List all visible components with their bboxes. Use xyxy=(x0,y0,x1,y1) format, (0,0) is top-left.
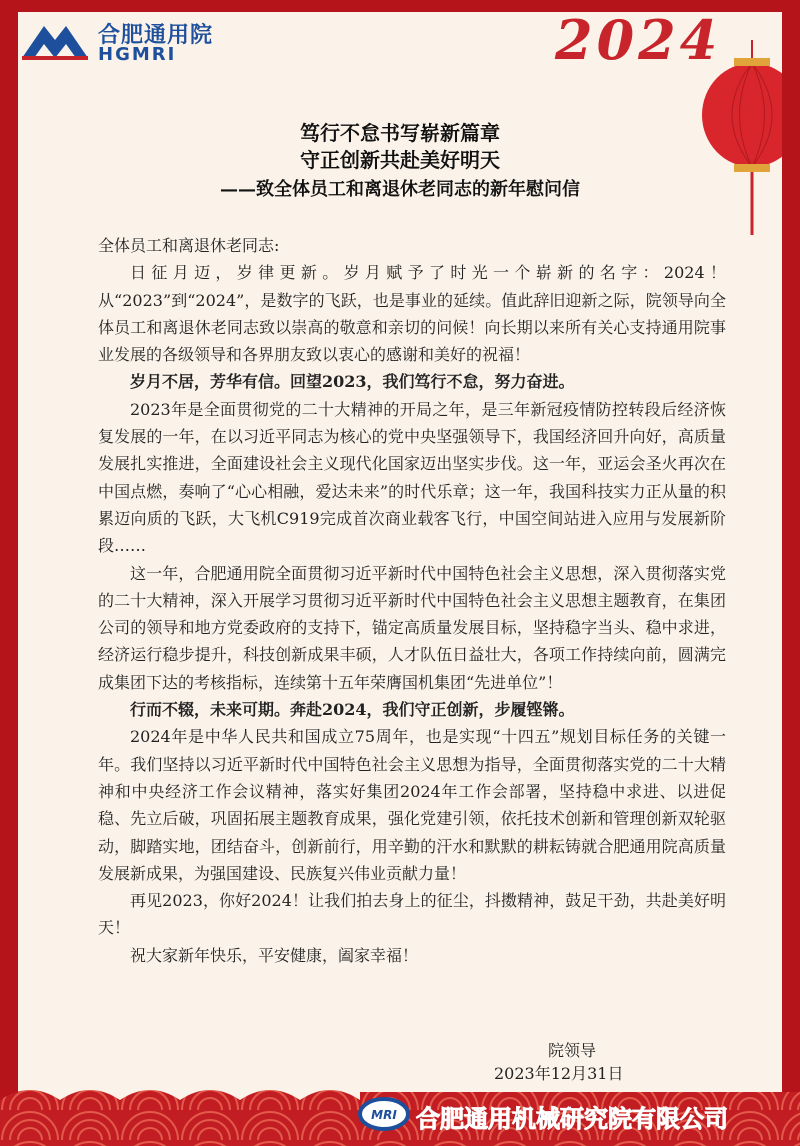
logo-english-name: HGMRI xyxy=(98,44,177,65)
logo-chinese-name: 合肥通用院 xyxy=(98,23,214,48)
letter-body xyxy=(98,232,726,969)
company-footer xyxy=(358,1097,798,1131)
signature-signer: 院领导 xyxy=(548,1041,597,1060)
decorative-year: 2024 xyxy=(555,8,722,72)
paragraph: 2024年是中华人民共和国成立75周年，也是实现“十四五”规划目标任务的关键一年。我们坚持以习近平新时代中国特色社会主义思想为指导，全面贯彻落实党的二十大精神和中央经济工作会议精神，落实好集团2024年工作会部署，坚持稳中求进、以进促稳、先立后破，巩固拓展主题教育成果，强化党建引领，依托技术创新和管理创新双轮驱动，脚踏实地，团结奋斗，创新前行，用辛勤的汗水和默默的耕耘铸就合肥通用院高质量发展新成果，为强国建设、民族复兴伟业贡献力量！ xyxy=(98,727,726,883)
paragraph: 日征月迈，岁律更新。岁月赋予了时光一个崭新的名字：2024！从“2023”到“2024”，是数字的飞跃，也是事业的延续。值此辞旧迎新之际，院领导向全体员工和离退休老同志致以崇高的敬意和亲切的问候！向长期以来所有关心支持通用院事业发展的各级领导和各界朋友致以衷心的感谢和美好的祝福！ xyxy=(98,263,726,365)
salutation: 全体员工和离退休老同志: xyxy=(98,236,280,255)
company-name: 合肥通用机械研究院有限公司 xyxy=(416,1105,728,1133)
paragraph: 再见2023，你好2024！让我们拍去身上的征尘，抖擞精神，鼓足干劲，共赴美好明天！ xyxy=(98,891,726,938)
hgmri-logo xyxy=(18,14,218,66)
paragraph-heading: 行而不辍，未来可期。奔赴2024，我们守正创新，步履铿锵。 xyxy=(130,700,575,720)
paragraph-heading: 岁月不居，芳华有信。回望2023，我们笃行不怠，努力奋进。 xyxy=(130,372,575,392)
title-line-2: 守正创新共赴美好明天 xyxy=(300,148,500,172)
signature-date: 2023年12月31日 xyxy=(494,1064,624,1083)
title-line-1: 笃行不怠书写崭新篇章 xyxy=(300,121,500,145)
company-logo-icon xyxy=(358,1097,410,1131)
mountain-logo-icon xyxy=(20,18,90,62)
paragraph: 祝大家新年快乐，平安健康，阖家幸福！ xyxy=(130,945,419,965)
subtitle: ——致全体员工和离退休老同志的新年慰问信 xyxy=(220,179,580,200)
company-logo-text: MRI xyxy=(371,1108,397,1122)
paragraph: 这一年，合肥通用院全面贯彻习近平新时代中国特色社会主义思想，深入贯彻落实党的二十大精神，深入开展学习贯彻习近平新时代中国特色社会主义思想主题教育，在集团公司的领导和地方党委政府的支持下，锚定高质量发展目标，坚持稳字当头、稳中求进，经济运行稳步提升，科技创新成果丰硕，人才队伍日益壮大，各项工作持续向前，圆满完成集团下达的考核指标，连续第十五年荣膺国机集团“先进单位”！ xyxy=(98,563,726,692)
paragraph: 2023年是全面贯彻党的二十大精神的开局之年，是三年新冠疫情防控转段后经济恢复发展的一年，在以习近平同志为核心的党中央坚强领导下，我国经济回升向好，高质量发展扎实推进，全面建设社会主义现代化国家迈出坚实步伐。这一年，亚运会圣火再次在中国点燃，奏响了“心心相融，爱达未来”的时代乐章；这一年，我国科技实力正从量的积累迈向质的飞跃，大飞机C919完成首次商业载客飞行，中国空间站进入应用与发展新阶段…… xyxy=(98,399,726,556)
